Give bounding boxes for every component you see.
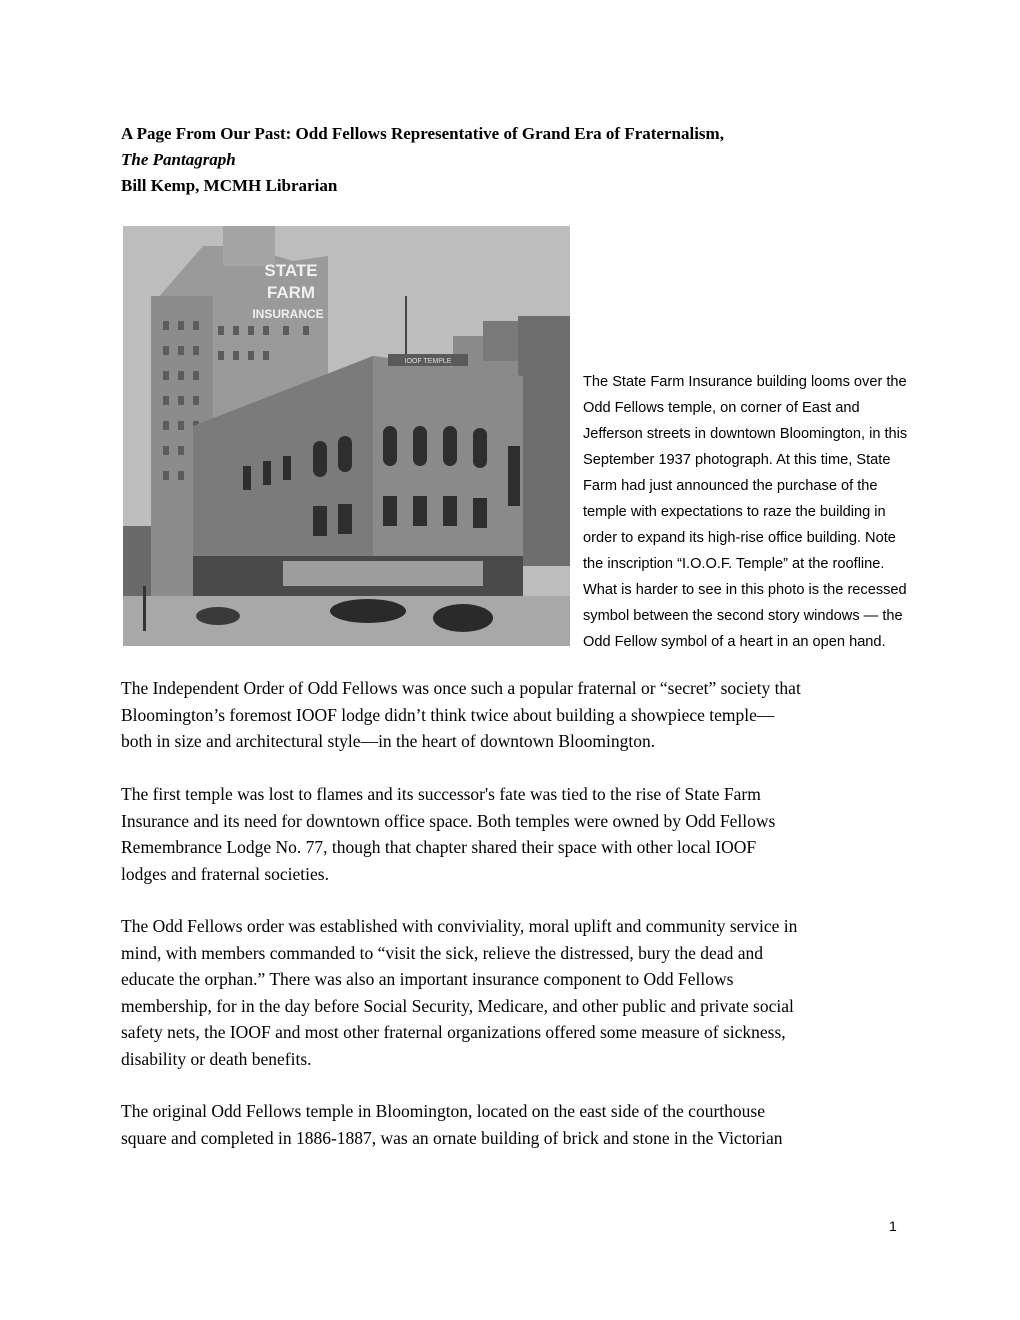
paragraph-line: mind, with members commanded to “visit the sick, relieve the distressed, bury the dead and (121, 942, 763, 963)
paragraph-1 (121, 675, 801, 755)
caption-line: September 1937 photograph. At this time, State (583, 452, 891, 468)
paragraph-line: lodges and fraternal societies. (121, 863, 329, 884)
photo-caption (583, 369, 973, 655)
paragraph-line: The first temple was lost to flames and its successor's fate was tied to the rise of State Farm (121, 784, 761, 804)
paragraph-line: Insurance and its need for downtown office space. Both temples were owned by Odd Fellows (121, 810, 776, 831)
caption-line: order to expand its high-rise office building. Note (583, 530, 896, 546)
caption-line: Jefferson streets in downtown Bloomington, in this (583, 426, 908, 442)
paragraph-line: Bloomington’s foremost IOOF lodge didn’t think twice about building a showpiece temple— (121, 704, 775, 725)
paragraph-line: The Odd Fellows order was established with conviviality, moral uplift and community service in (121, 916, 798, 936)
article-header (121, 121, 881, 199)
paragraph-line: educate the orphan.” There was also an important insurance component to Odd Fellows (121, 969, 734, 989)
paragraph-line: The original Odd Fellows temple in Bloomington, located on the east side of the courthouse (121, 1101, 765, 1121)
paragraph-line: square and completed in 1886-1887, was an ornate building of brick and stone in the Victorian (121, 1127, 783, 1148)
caption-line: temple with expectations to raze the building in (583, 504, 886, 520)
sign-line-insurance: INSURANCE (252, 307, 324, 321)
paragraph-line: membership, for in the day before Social Security, Medicare, and other public and private social (121, 995, 794, 1016)
page-number: 1 (889, 1218, 897, 1234)
photo-illustration (123, 226, 570, 646)
paragraph-line: The Independent Order of Odd Fellows was once such a popular fraternal or “secret” society that (121, 678, 801, 698)
caption-line: Farm had just announced the purchase of the (583, 478, 878, 494)
historic-photo (123, 226, 570, 646)
caption-line: symbol between the second story windows — the (583, 608, 903, 624)
article-title: A Page From Our Past: Odd Fellows Representative of Grand Era of Fraternalism, (121, 124, 724, 143)
sign-line-state: STATE (264, 261, 318, 280)
paragraph-line: safety nets, the IOOF and most other fraternal organizations offered some measure of sickness, (121, 1022, 786, 1042)
caption-line: The State Farm Insurance building looms over the (583, 374, 907, 390)
caption-line: Odd Fellows temple, on corner of East and (583, 400, 860, 416)
caption-line: Odd Fellow symbol of a heart in an open hand. (583, 634, 886, 650)
paragraph-line: disability or death benefits. (121, 1048, 312, 1069)
caption-line: the inscription “I.O.O.F. Temple” at the roofline. (583, 556, 885, 572)
roofline-inscription: IOOF TEMPLE (404, 358, 452, 365)
caption-line: What is harder to see in this photo is the recessed (583, 582, 907, 598)
paragraph-3 (121, 913, 797, 1072)
publication-name: The Pantagraph (121, 150, 236, 169)
byline: Bill Kemp, MCMH Librarian (121, 176, 338, 195)
paragraph-line: both in size and architectural style—in the heart of downtown Bloomington. (121, 731, 656, 751)
paragraph-line: Remembrance Lodge No. 77, though that chapter shared their space with other local IOOF (121, 837, 757, 857)
sign-line-farm: FARM (266, 283, 316, 302)
paragraph-4 (121, 1098, 783, 1151)
paragraph-2 (121, 781, 775, 887)
